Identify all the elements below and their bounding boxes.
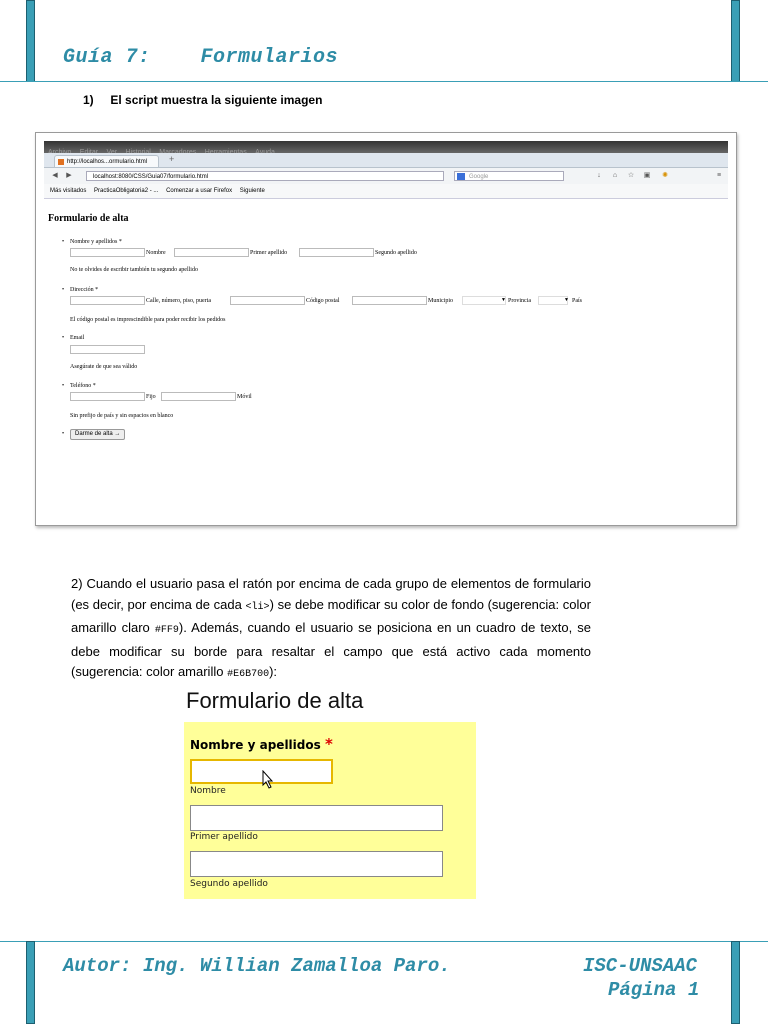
clipboard-icon[interactable]: ▣ bbox=[643, 172, 651, 179]
primer-apellido-input[interactable] bbox=[174, 248, 249, 257]
search-input[interactable] bbox=[454, 171, 564, 181]
movil-label: Móvil bbox=[237, 394, 252, 400]
footer-rule bbox=[0, 941, 768, 942]
footer-right-bar bbox=[731, 941, 740, 1024]
bookmark-star-icon[interactable]: ☆ bbox=[627, 172, 635, 179]
calle-label: Calle, número, piso, puerta bbox=[146, 298, 211, 304]
browser-screenshot bbox=[35, 132, 737, 526]
direccion-heading: Dirección * bbox=[70, 287, 99, 293]
nombre-input[interactable] bbox=[70, 248, 145, 257]
telefono-heading: Teléfono * bbox=[70, 383, 96, 389]
header-right-bar bbox=[731, 0, 740, 82]
email-hint: Asegúrate de que sea válido bbox=[70, 364, 138, 370]
required-asterisk: * bbox=[324, 735, 333, 753]
address-bar[interactable]: localhost:8080/CSS/Guia07/formulario.html bbox=[86, 171, 444, 181]
question-2-part2: ) se debe modificar su color de fondo (sugerencia: color amarillo claro bbox=[71, 596, 591, 635]
browser-tab-title: http://localhos...ormulario.html bbox=[67, 159, 148, 165]
bullet-icon: • bbox=[62, 431, 65, 437]
form-2-primer-apellido-label: Primer apellido bbox=[190, 832, 258, 842]
telefono-fijo-input[interactable] bbox=[70, 392, 145, 401]
form-2-segundo-apellido-input[interactable] bbox=[190, 851, 443, 877]
telefono-hint: Sin prefijo de país y sin espacios en blanco bbox=[70, 413, 174, 419]
form-2-primer-apellido-input[interactable] bbox=[190, 805, 443, 831]
pais-label: País bbox=[572, 298, 583, 304]
question-2-part1: 2) Cuando el usuario pasa el ratón por encima de cada grupo de elementos de formulario (es decir, por encima de cada bbox=[71, 576, 591, 612]
page-number: Página 1 bbox=[608, 979, 700, 1001]
form-2-hover-group[interactable] bbox=[184, 722, 476, 899]
browser-tab[interactable] bbox=[54, 155, 159, 167]
bookmark-firefox-start[interactable]: Comenzar a usar Firefox bbox=[166, 188, 233, 194]
footer-author: Autor: Ing. Willian Zamalloa Paro. bbox=[63, 955, 451, 977]
bullet-icon: • bbox=[62, 383, 65, 389]
new-tab-icon[interactable]: + bbox=[169, 154, 175, 164]
footer-left-bar bbox=[26, 941, 35, 1024]
bookmark-most-visited[interactable]: Más visitados bbox=[50, 188, 87, 194]
question-2-code-e6b700: #E6B700 bbox=[227, 669, 270, 680]
bullet-icon: • bbox=[62, 287, 65, 293]
form-2-title: Formulario de alta bbox=[186, 688, 364, 713]
bookmark-practica[interactable]: PracticaObligatoria2 - ... bbox=[94, 188, 159, 194]
home-icon[interactable]: ⌂ bbox=[612, 172, 618, 179]
question-2-part3: ). Además, cuando el usuario se posiciona en un cuadro de texto, se debe modificar su borde para resaltar el campo que está activo cada momento (sugerencia: color amarillo bbox=[71, 620, 591, 679]
telefono-movil-input[interactable] bbox=[161, 392, 236, 401]
browser-tabbar bbox=[44, 153, 728, 168]
question-2-part4: ): bbox=[269, 664, 278, 679]
google-icon bbox=[457, 173, 465, 180]
form-2-heading bbox=[190, 735, 333, 753]
question-2-text bbox=[71, 574, 591, 686]
codigo-postal-label: Código postal bbox=[306, 298, 340, 304]
bookmark-siguiente[interactable]: Siguiente bbox=[239, 188, 265, 194]
addon-icon[interactable]: ✺ bbox=[662, 172, 668, 179]
nombre-heading: Nombre y apellidos * bbox=[70, 239, 122, 245]
question-2-code-li: <li> bbox=[245, 601, 270, 613]
form-2-heading-text: Nombre y apellidos bbox=[190, 738, 321, 752]
email-input[interactable] bbox=[70, 345, 145, 354]
question-1-text: El script muestra la siguiente imagen bbox=[110, 93, 323, 107]
browser-menubar bbox=[44, 141, 728, 153]
submit-button[interactable]: Darme de alta → bbox=[70, 429, 125, 440]
municipio-label: Municipio bbox=[428, 298, 453, 304]
mouse-cursor-icon bbox=[262, 770, 274, 790]
browser-navbar bbox=[44, 168, 728, 184]
form-2-nombre-label: Nombre bbox=[190, 786, 226, 796]
forward-arrow-icon[interactable]: ▶ bbox=[66, 172, 72, 179]
provincia-select[interactable] bbox=[462, 296, 506, 305]
bullet-icon: • bbox=[62, 239, 65, 245]
provincia-label: Provincia bbox=[508, 298, 531, 304]
form-title: Formulario de alta bbox=[48, 213, 129, 224]
fijo-label: Fijo bbox=[146, 394, 156, 400]
codigo-postal-input[interactable] bbox=[230, 296, 305, 305]
page-title: Guía 7: Formularios bbox=[63, 46, 339, 69]
calle-input[interactable] bbox=[70, 296, 145, 305]
hamburger-menu-icon[interactable]: ≡ bbox=[716, 172, 722, 179]
search-placeholder: Google bbox=[469, 174, 489, 180]
download-icon[interactable]: ↓ bbox=[597, 172, 601, 179]
municipio-input[interactable] bbox=[352, 296, 427, 305]
header-left-bar bbox=[26, 0, 35, 82]
question-1-number: 1) bbox=[83, 93, 94, 107]
segundo-apellido-input[interactable] bbox=[299, 248, 374, 257]
chevron-down-icon: ▼ bbox=[501, 298, 506, 303]
chevron-down-icon: ▼ bbox=[564, 298, 569, 303]
direccion-hint: El código postal es imprescindible para poder recibir los pedidos bbox=[70, 317, 226, 323]
question-1 bbox=[83, 93, 322, 107]
email-heading: Email bbox=[70, 335, 85, 341]
header-rule bbox=[0, 81, 768, 82]
segundo-apellido-label: Segundo apellido bbox=[375, 250, 417, 256]
footer-org: ISC-UNSAAC bbox=[583, 955, 698, 977]
primer-apellido-label: Primer apellido bbox=[250, 250, 288, 256]
nombre-label: Nombre bbox=[146, 250, 166, 256]
form-2-segundo-apellido-label: Segundo apellido bbox=[190, 879, 268, 889]
page-favicon-icon bbox=[58, 159, 64, 165]
bullet-icon: • bbox=[62, 335, 65, 341]
back-arrow-icon[interactable]: ◀ bbox=[52, 172, 58, 179]
nombre-hint: No te olvides de escribir también tu segundo apellido bbox=[70, 267, 198, 273]
bookmarks-toolbar bbox=[44, 184, 728, 199]
question-2-code-ff9: #FF9 bbox=[154, 625, 179, 636]
